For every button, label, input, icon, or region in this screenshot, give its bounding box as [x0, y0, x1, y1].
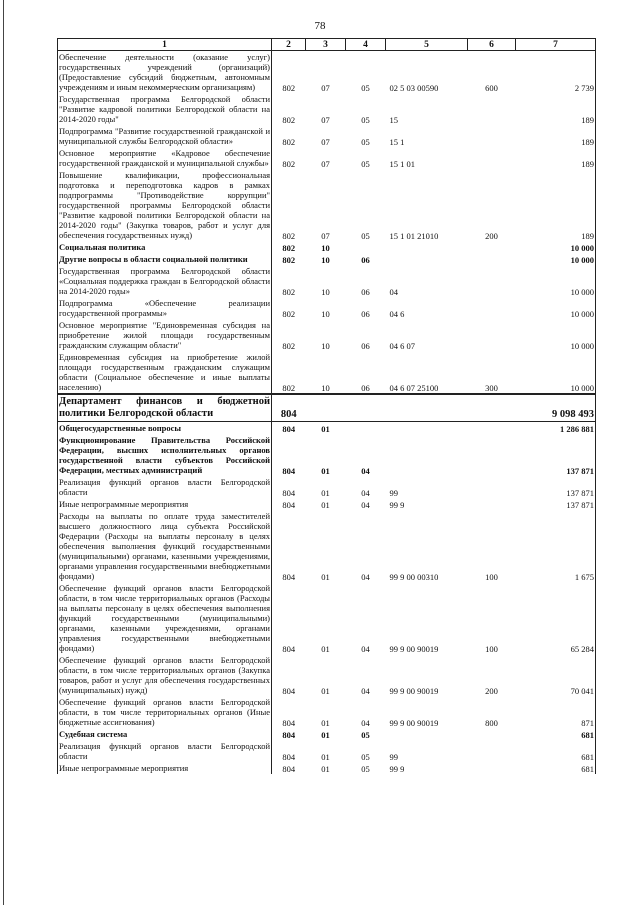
row-admin-code: 804 — [282, 752, 296, 762]
row-amount: 9 098 493 — [516, 394, 596, 422]
row-amount: 2 739 — [516, 51, 596, 94]
row-admin-code: 804 — [282, 500, 296, 510]
row-amount: 70 041 — [516, 654, 596, 696]
table-row — [58, 740, 596, 762]
row-subsection: 05 — [361, 730, 370, 740]
row-admin-code: 802 — [272, 351, 306, 394]
row-target-code: 99 9 — [389, 764, 405, 774]
row-section: 10 — [321, 287, 330, 297]
row-section: 10 — [306, 351, 346, 394]
row-description: Департамент финансов и бюджетной политики Белгородской области — [58, 394, 272, 422]
row-section: 01 — [321, 500, 330, 510]
row-subsection — [346, 241, 386, 253]
row-expense-type — [468, 297, 516, 319]
row-amount: 189 — [516, 125, 596, 147]
row-subsection: 05 — [361, 764, 370, 774]
row-section: 01 — [321, 572, 330, 582]
table-row — [58, 169, 596, 241]
row-amount: 1 675 — [516, 510, 596, 582]
row-admin-code: 802 — [282, 159, 296, 169]
row-subsection: 04 — [361, 686, 370, 696]
row-target-code: 99 9 — [389, 500, 405, 510]
row-subsection: 06 — [361, 309, 370, 319]
row-description: Социальная политика — [58, 241, 272, 253]
row-amount: 10 000 — [516, 319, 596, 351]
row-description: Государственная программа Белгородской области "Развитие кадровой политики Белгородской области на 2014-2020 годы" — [59, 94, 270, 124]
row-amount: 10 000 — [516, 241, 596, 253]
row-expense-type — [468, 265, 516, 297]
row-section: 07 — [321, 83, 330, 93]
row-expense-type — [468, 762, 516, 774]
table-header-row — [58, 39, 596, 51]
row-admin-code: 802 — [282, 115, 296, 125]
row-target-code: 99 9 00 00310 — [389, 572, 439, 582]
row-section: 07 — [321, 159, 330, 169]
row-section: 01 — [321, 730, 330, 740]
row-amount: 10 000 — [516, 265, 596, 297]
row-description: Функционирование Правительства Российской Федерации, высших исполнительных органов государственной власти субъектов Российской Федерации, местных администраций — [59, 435, 270, 475]
table-row — [58, 510, 596, 582]
row-section: 07 — [321, 231, 330, 241]
table-row — [58, 654, 596, 696]
row-subsection: 05 — [361, 159, 370, 169]
row-section: 01 — [321, 752, 330, 762]
row-admin-code: 802 — [282, 287, 296, 297]
row-admin-code: 804 — [282, 764, 296, 774]
row-target-code — [386, 422, 468, 435]
page-edge-rule — [3, 0, 4, 905]
row-description: Подпрограмма "Развитие государственной гражданской и муниципальной службы Белгородской области» — [59, 126, 270, 146]
row-expense-type — [468, 434, 516, 476]
row-amount: 681 — [516, 762, 596, 774]
row-amount: 189 — [516, 147, 596, 169]
row-expense-type: 100 — [485, 644, 498, 654]
row-subsection: 05 — [361, 137, 370, 147]
row-subsection: 05 — [361, 83, 370, 93]
row-subsection: 04 — [361, 500, 370, 510]
row-admin-code: 804 — [282, 466, 296, 476]
row-target-code: 99 9 00 90019 — [389, 686, 439, 696]
row-description: Расходы на выплаты по оплате труда заместителей высшего должностного лица субъекта Российской Федерации (Расходы на выплаты персоналу в целях обеспечения выполнения функций государственными (муниципальными) органами, казенными учреждениями, органами управления государственными внебюджетными фондами) — [59, 511, 270, 581]
row-target-code: 99 9 00 90019 — [389, 644, 439, 654]
row-amount: 137 871 — [516, 498, 596, 510]
row-section: 10 — [321, 309, 330, 319]
row-admin-code: 804 — [282, 572, 296, 582]
row-admin-code: 804 — [272, 422, 306, 435]
row-expense-type — [468, 319, 516, 351]
table-row — [58, 125, 596, 147]
table-row — [58, 93, 596, 125]
row-admin-code: 804 — [282, 644, 296, 654]
row-description: Общегосударственные вопросы — [58, 422, 272, 435]
row-target-code — [386, 253, 468, 265]
row-section: 01 — [321, 686, 330, 696]
col-header-5: 5 — [386, 39, 468, 51]
row-description: Реализация функций органов власти Белгородской области — [59, 741, 270, 761]
row-target-code — [386, 728, 468, 740]
row-description: Судебная система — [58, 728, 272, 740]
row-amount: 189 — [516, 169, 596, 241]
page-number: 78 — [314, 20, 326, 32]
row-target-code: 15 1 01 21010 — [389, 231, 439, 241]
row-admin-code: 802 — [282, 243, 296, 253]
row-subsection: 06 — [361, 341, 370, 351]
row-expense-type — [468, 241, 516, 253]
row-description: Подпрограмма «Обеспечение реализации государственной программы» — [59, 298, 270, 318]
row-expense-type — [468, 125, 516, 147]
row-section: 07 — [321, 115, 330, 125]
row-target-code: 15 1 01 — [389, 159, 415, 169]
row-expense-type: 200 — [485, 686, 498, 696]
row-expense-type: 200 — [485, 231, 498, 241]
table-row — [58, 498, 596, 510]
table-row — [58, 51, 596, 94]
row-target-code: 02 5 03 00590 — [389, 83, 439, 93]
row-target-code: 99 — [389, 752, 398, 762]
row-expense-type: 100 — [485, 572, 498, 582]
row-description: Обеспечение функций органов власти Белгородской области, в том числе территориальных органов (Иные бюджетные ассигнования) — [59, 697, 270, 727]
row-expense-type — [468, 728, 516, 740]
row-section: 10 — [321, 255, 330, 265]
row-description: Реализация функций органов власти Белгородской области — [59, 477, 270, 497]
row-target-code — [386, 394, 468, 422]
row-expense-type — [468, 253, 516, 265]
row-description: Единовременная субсидия на приобретение жилой площади государственным гражданским служащим области (Социальное обеспечение и иные выплаты населению) — [59, 352, 270, 392]
table-row — [58, 253, 596, 265]
row-subsection: 04 — [361, 718, 370, 728]
row-amount: 189 — [516, 93, 596, 125]
row-expense-type — [468, 93, 516, 125]
row-amount: 10 000 — [516, 297, 596, 319]
col-header-6: 6 — [468, 39, 516, 51]
row-section — [306, 394, 346, 422]
row-admin-code: 802 — [282, 231, 296, 241]
row-target-code: 15 — [389, 115, 398, 125]
row-description: Иные непрограммные мероприятия — [58, 762, 272, 774]
row-expense-type — [468, 498, 516, 510]
row-subsection: 06 — [361, 287, 370, 297]
row-amount: 681 — [516, 740, 596, 762]
row-amount: 137 871 — [516, 476, 596, 498]
row-admin-code: 804 — [272, 394, 306, 422]
table-row — [58, 422, 596, 435]
row-admin-code: 802 — [282, 83, 296, 93]
row-section: 10 — [321, 341, 330, 351]
row-subsection: 04 — [361, 572, 370, 582]
row-admin-code: 804 — [282, 730, 296, 740]
row-subsection: 04 — [361, 644, 370, 654]
budget-table — [57, 38, 596, 774]
row-admin-code: 804 — [282, 718, 296, 728]
row-target-code: 04 6 — [389, 309, 405, 319]
row-section: 01 — [321, 488, 330, 498]
row-amount: 681 — [516, 728, 596, 740]
row-section: 01 — [321, 466, 330, 476]
row-description: Обеспечение деятельности (оказание услуг) государственных учреждений (организаций) (Предоставление субсидий бюджетным, автономным учреждениям и иным некоммерческим организациям) — [59, 52, 270, 92]
row-target-code — [386, 434, 468, 476]
row-description: Основное мероприятие "Единовременная субсидия на приобретение жилой площади государственным гражданским служащим области" — [59, 320, 270, 350]
row-description: Обеспечение функций органов власти Белгородской области, в том числе территориальных органов (Закупка товаров, работ и услуг для обеспечения государственных (муниципальных) нужд) — [59, 655, 270, 695]
table-row — [58, 476, 596, 498]
row-target-code: 04 6 07 25100 — [386, 351, 468, 394]
row-section: 01 — [321, 764, 330, 774]
row-admin-code: 802 — [282, 137, 296, 147]
row-subsection: 05 — [361, 752, 370, 762]
row-description: Иные непрограммные мероприятия — [58, 498, 272, 510]
row-section: 01 — [306, 422, 346, 435]
row-target-code: 99 — [389, 488, 398, 498]
row-section: 01 — [321, 718, 330, 728]
row-admin-code: 802 — [282, 341, 296, 351]
table-row — [58, 147, 596, 169]
row-expense-type — [468, 476, 516, 498]
col-header-4: 4 — [346, 39, 386, 51]
row-description: Основное мероприятие «Кадровое обеспечение государственной гражданской и муниципальной службы» — [59, 148, 270, 168]
table-row — [58, 728, 596, 740]
row-amount: 10 000 — [516, 253, 596, 265]
row-subsection: 06 — [361, 255, 370, 265]
row-amount: 871 — [516, 696, 596, 728]
table-row — [58, 696, 596, 728]
col-header-1: 1 — [58, 39, 272, 51]
row-subsection: 04 — [361, 466, 370, 476]
table-row — [58, 434, 596, 476]
row-target-code: 99 9 00 90019 — [389, 718, 439, 728]
row-amount: 65 284 — [516, 582, 596, 654]
row-expense-type — [468, 394, 516, 422]
row-target-code: 15 1 — [389, 137, 405, 147]
row-subsection: 05 — [361, 115, 370, 125]
col-header-2: 2 — [272, 39, 306, 51]
table-row — [58, 241, 596, 253]
table-row — [58, 265, 596, 297]
table-row — [58, 351, 596, 394]
row-expense-type — [468, 740, 516, 762]
col-header-3: 3 — [306, 39, 346, 51]
row-admin-code: 804 — [282, 488, 296, 498]
row-section: 07 — [321, 137, 330, 147]
row-expense-type: 300 — [468, 351, 516, 394]
row-section: 01 — [321, 644, 330, 654]
table-row — [58, 762, 596, 774]
col-header-7: 7 — [516, 39, 596, 51]
row-expense-type — [468, 422, 516, 435]
row-expense-type — [468, 147, 516, 169]
row-subsection: 06 — [346, 351, 386, 394]
row-target-code — [386, 241, 468, 253]
row-admin-code: 802 — [282, 255, 296, 265]
row-admin-code: 804 — [282, 686, 296, 696]
row-subsection — [346, 394, 386, 422]
row-amount: 137 871 — [516, 434, 596, 476]
table-row — [58, 582, 596, 654]
row-description: Другие вопросы в области социальной политики — [58, 253, 272, 265]
row-section: 10 — [321, 243, 330, 253]
table-row — [58, 297, 596, 319]
row-admin-code: 802 — [282, 309, 296, 319]
row-target-code: 04 6 07 — [389, 341, 415, 351]
table-row — [58, 319, 596, 351]
row-amount: 1 286 881 — [516, 422, 596, 435]
row-subsection: 04 — [361, 488, 370, 498]
row-description: Повышение квалификации, профессиональная подготовка и переподготовка кадров в рамках подпрограммы "Противодействие коррупции" государственной программы Белгородской области "Развитие кадровой политики Белгородской области на 2014-2020 годы" (Закупка товаров, работ и услуг для обеспечения государственных нужд) — [59, 170, 270, 240]
row-expense-type: 600 — [485, 83, 498, 93]
row-subsection: 05 — [361, 231, 370, 241]
row-description: Обеспечение функций органов власти Белгородской области, в том числе территориальных органов (Расходы на выплаты персоналу в целях обеспечения выполнения функций государственными (муниципальными) органами, казенными учреждениями, органами управления государственными внебюджетными фондами) — [59, 583, 270, 653]
row-amount: 10 000 — [516, 351, 596, 394]
row-description: Государственная программа Белгородской области «Социальная поддержка граждан в Белгородской области на 2014-2020 годы» — [59, 266, 270, 296]
table-row — [58, 394, 596, 422]
row-expense-type: 800 — [485, 718, 498, 728]
row-subsection — [346, 422, 386, 435]
row-target-code: 04 — [389, 287, 398, 297]
